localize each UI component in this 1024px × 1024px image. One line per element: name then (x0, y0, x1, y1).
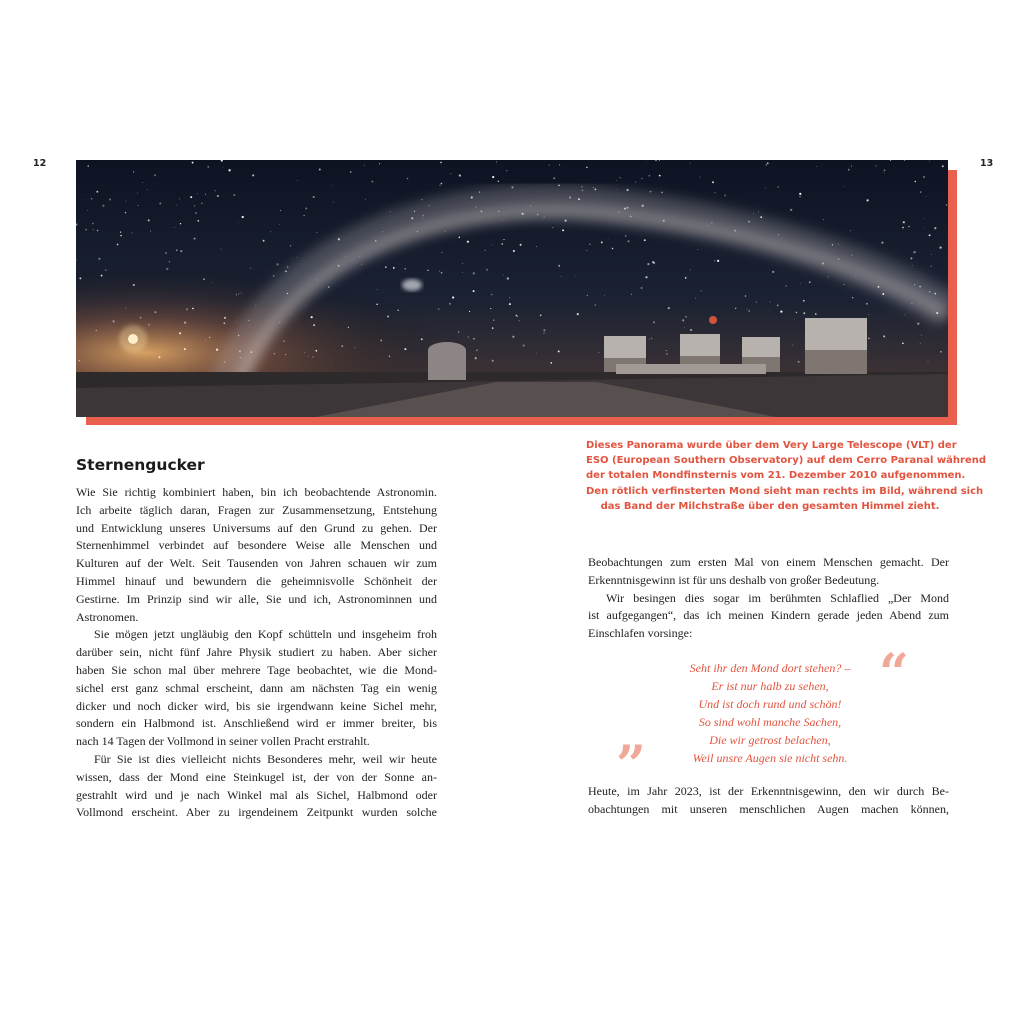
text-line: Ich arbeite täglich daran, Fragen zur Zusammensetzung, Entstehung (76, 502, 437, 517)
text-line: sichel erst ganz schmal erscheint, dann am nächsten Tag ein wenig (76, 680, 437, 695)
text-line: gestrahlt wird und je nach Winkel mal als Sichel, Halbmond oder (76, 787, 437, 802)
text-line: Gestirne. Im Prinzip sind wir alle, Sie und ich, Astronominnen und (76, 591, 437, 606)
page-number-right: 13 (980, 158, 994, 169)
photo-caption (586, 438, 987, 514)
text-line: Himmel hinauf und bewundern die geheimnisvolle Schönheit der (76, 573, 437, 588)
text-line: haben Sie schon mal über mehrere Tage beobachtet, wie die Mond- (76, 662, 437, 677)
poem-verse (640, 660, 900, 767)
closing-quote-mark: ” (616, 735, 646, 796)
text-line: Beobachtungen zum ersten Mal von einem Menschen gemacht. Der (588, 555, 949, 569)
section-heading: Sternengucker (76, 456, 205, 474)
page-number-left: 12 (33, 158, 47, 169)
text-line: Vollmond erscheint. Aber zu irgendeinem Zeitpunkt wurden solche (76, 805, 437, 820)
text-line: Wie Sie richtig kombiniert haben, bin ich beobachtende Astronomin. (76, 485, 437, 499)
panorama-photo (76, 160, 948, 417)
poem-line: So sind wohl manche Sachen, (698, 714, 842, 729)
text-line: sondern ein Halbmond ist. Anschließend wird er immer breiter, bis (76, 716, 437, 731)
poem-line: Und ist doch rund und schön! (698, 696, 842, 711)
text-line: Sie mögen jetzt ungläubig den Kopf schütteln und insgeheim froh (94, 627, 437, 642)
text-line: Heute, im Jahr 2023, ist der Erkenntnisgewinn, den wir durch Be- (588, 784, 949, 798)
caption-line: das Band der Milchstraße über den gesamten Himmel zieht. (600, 500, 940, 512)
poem-line: Die wir getrost belachen, (709, 732, 831, 747)
text-line: Erkenntnisgewinn ist für uns deshalb von großer Bedeutung. (588, 572, 880, 587)
text-line: und Entwicklung unseres Universums auf den Grund zu gehen. Der (76, 520, 437, 535)
right-column-continuation (588, 783, 949, 819)
text-line: obachtungen mit unseren menschlichen Augen machen können, (588, 801, 949, 816)
left-column-text (76, 484, 437, 822)
text-line: nach 14 Tagen der Vollmond in seiner vollen Pracht erstrahlt. (76, 734, 370, 749)
text-line: Kulturen auf der Welt. Seit Tausenden von Jahren schauen wir zum (76, 556, 437, 571)
text-line: Astronomen. (76, 609, 139, 624)
text-line: Für Sie ist dies vielleicht nichts Besonderes mehr, weil wir heute (94, 751, 437, 766)
text-line: darüber sein, nicht fünf Jahre Physik studiert zu haben. Aber sicher (76, 645, 437, 660)
caption-line: Dieses Panorama wurde über dem Very Large Telescope (VLT) der (586, 440, 957, 451)
text-line: wissen, dass der Mond eine Steinkugel ist, der von der Sonne an- (76, 769, 437, 784)
text-line: Einschlafen vorsinge: (588, 626, 693, 641)
text-line: Sternenhimmel verbindet auf besondere Weise alle Menschen und (76, 538, 437, 553)
poem-line: Seht ihr den Mond dort stehen? – (689, 661, 851, 675)
caption-line: der totalen Mondfinsternis vom 21. Dezember 2010 aufgenommen. (586, 470, 966, 482)
opening-quote-mark: “ (879, 643, 909, 704)
text-line: dicker und noch dicker wird, bis sie irgendwann keine Sichel mehr, (76, 698, 437, 713)
panorama-illustration (76, 160, 948, 417)
poem-line: Er ist nur halb zu sehen, (711, 678, 829, 693)
caption-line: Den rötlich verfinsterten Mond sieht man rechts im Bild, während sich (586, 485, 984, 497)
poem-line: Weil unsre Augen sie nicht sehn. (692, 750, 848, 765)
text-line: Wir besingen dies sogar im berühmten Schlaflied „Der Mond (606, 590, 949, 605)
right-column-text (588, 554, 949, 643)
text-line: ist aufgegangen“, das ich meinen Kindern gerade jeden Abend zum (588, 608, 949, 623)
caption-line: ESO (European Southern Observatory) auf dem Cerro Paranal während (586, 455, 987, 467)
